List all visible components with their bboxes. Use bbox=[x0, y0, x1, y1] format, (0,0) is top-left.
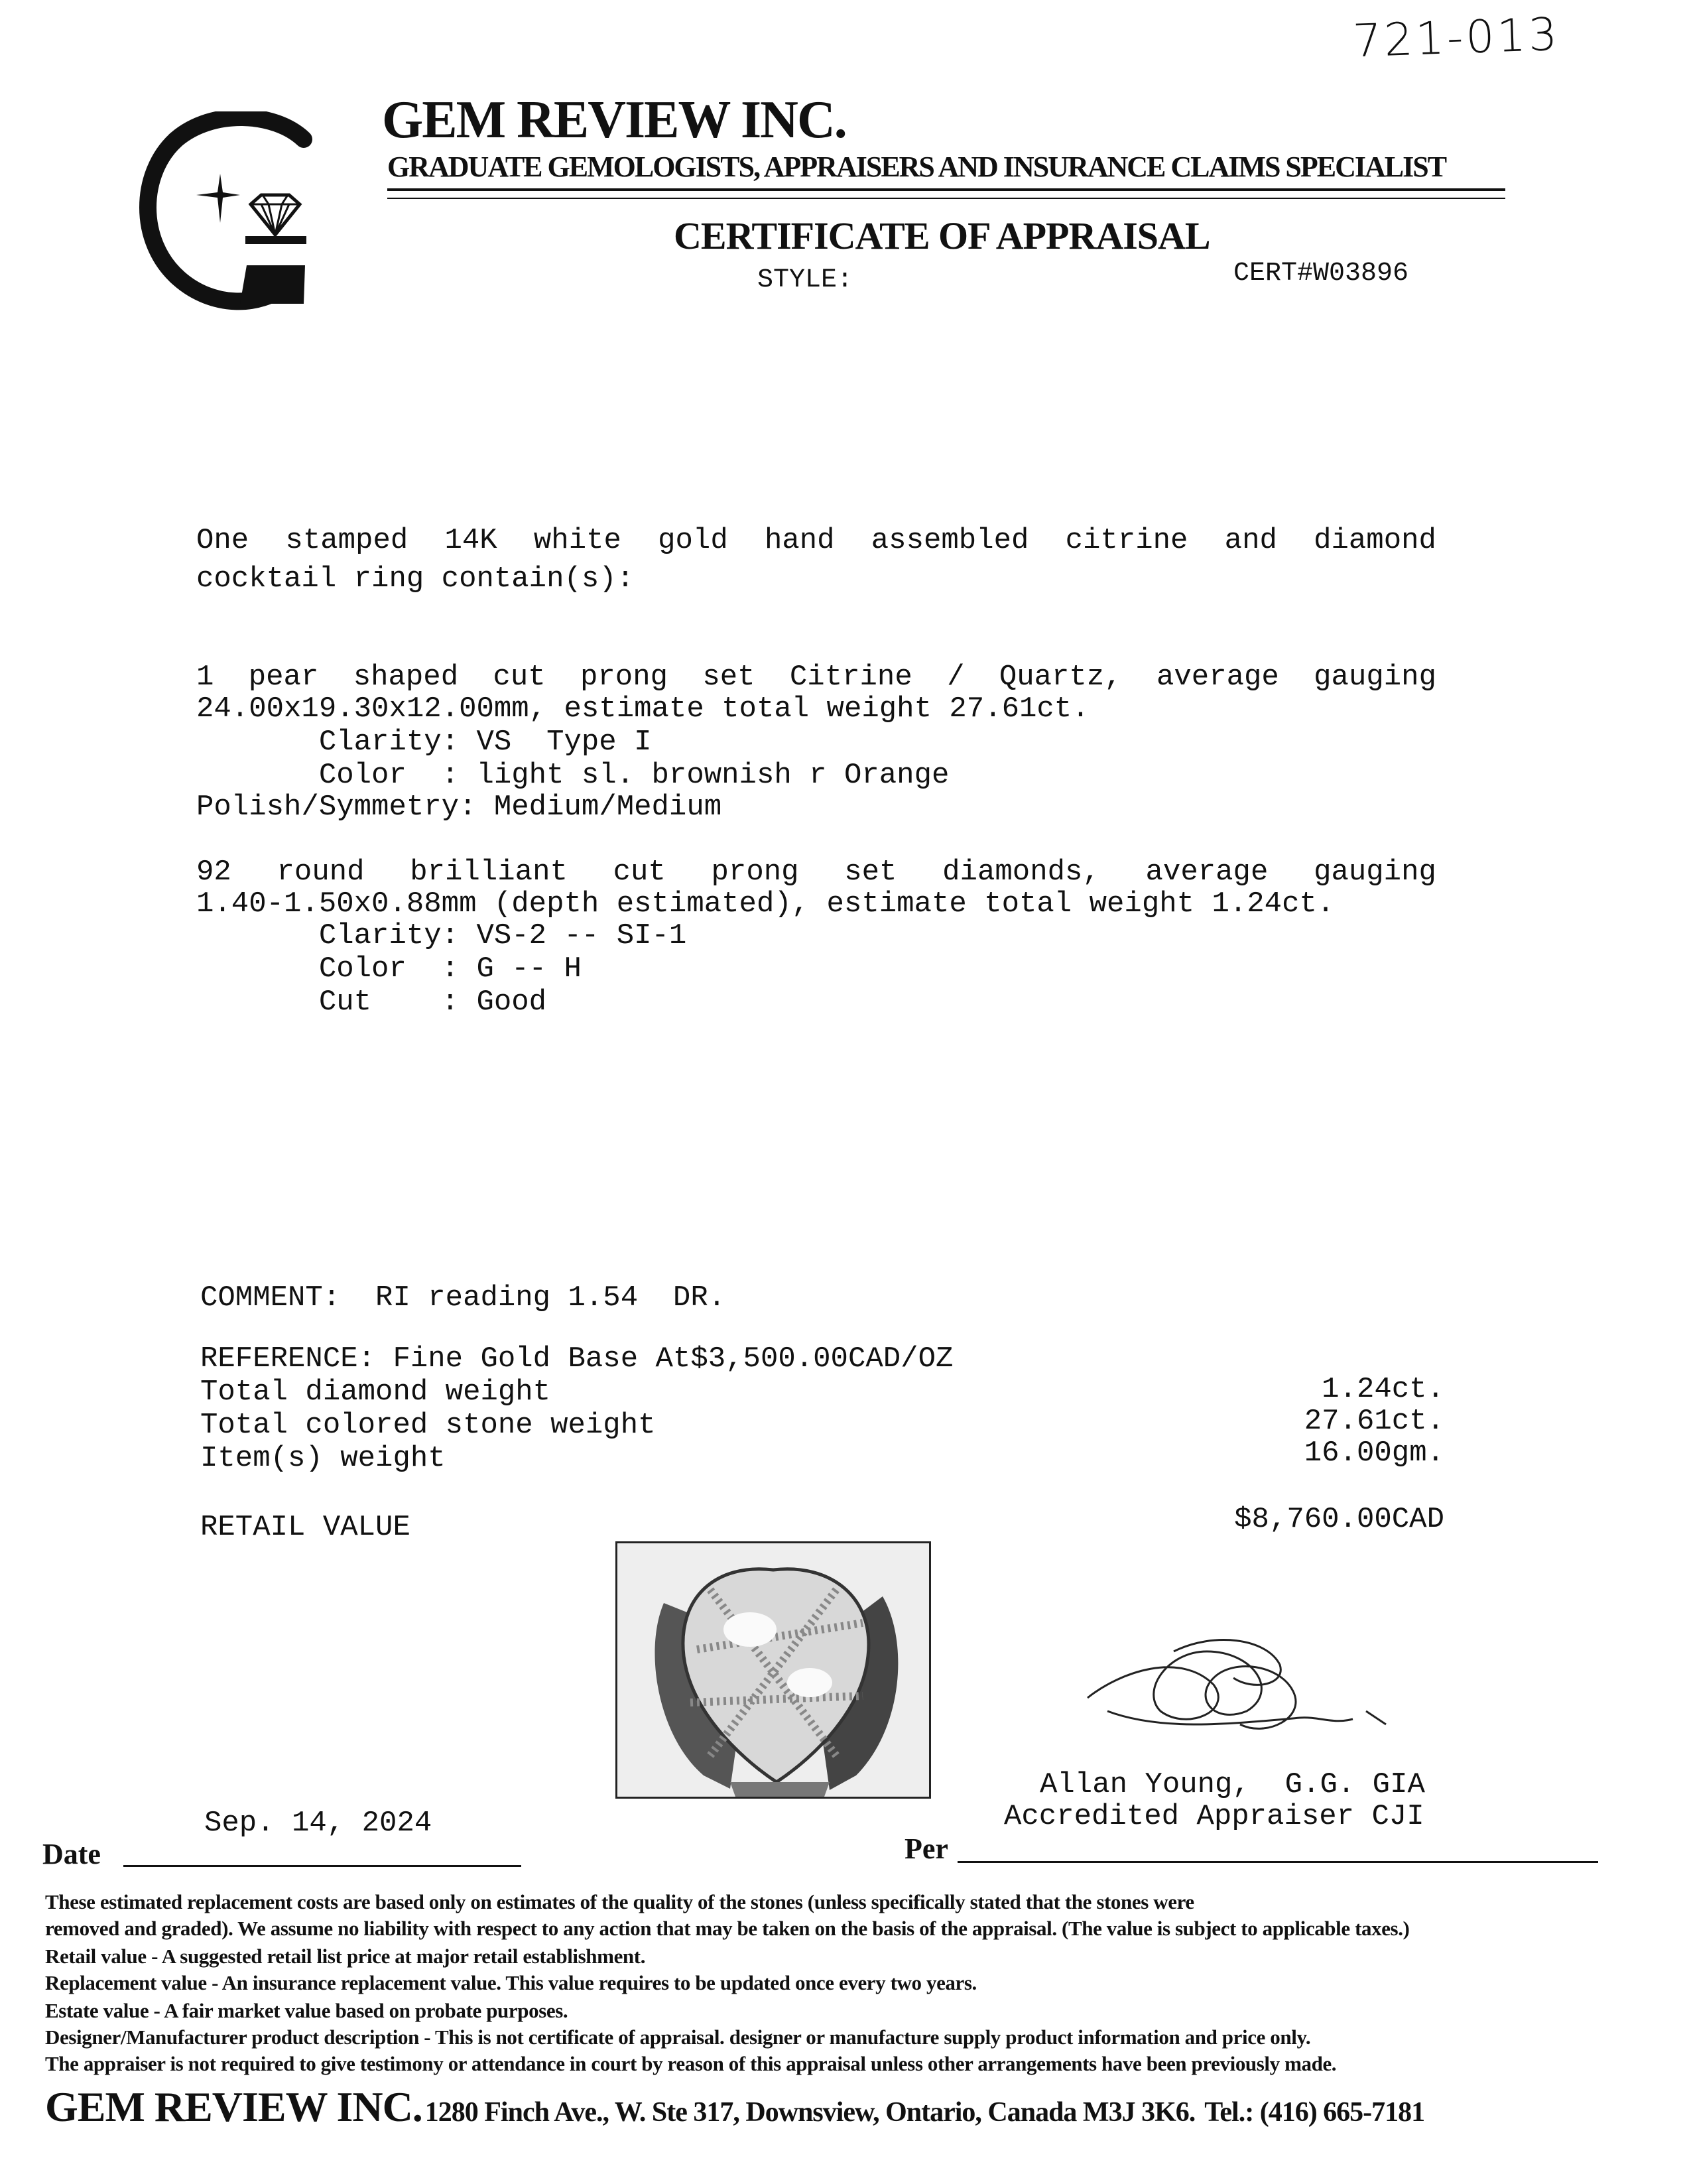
citrine-word: Citrine bbox=[789, 661, 912, 694]
citrine-clarity: Clarity: VS Type I bbox=[196, 726, 652, 759]
description-word: One bbox=[196, 524, 249, 557]
appraiser-signature bbox=[1081, 1625, 1412, 1758]
description-word: assembled bbox=[871, 524, 1029, 557]
citrine-color: Color : light sl. brownish r Orange bbox=[196, 759, 950, 792]
disclaimer-line: Estate value - A fair market value based on probate purposes. bbox=[45, 1999, 568, 2022]
diamonds-word: round bbox=[277, 856, 365, 889]
citrine-word: / bbox=[947, 661, 965, 694]
certificate-number: CERT#W03896 bbox=[1233, 259, 1409, 289]
diamonds-word: diamonds, bbox=[942, 856, 1100, 889]
disclaimer-line: The appraiser is not required to give testimony or attendance in court by reason of this appraisal unless other arrangements have been previously made. bbox=[45, 2052, 1337, 2075]
description-word: stamped bbox=[285, 524, 408, 557]
item-weight-value: 16.00gm. bbox=[1304, 1437, 1444, 1470]
appraiser-accreditation: Accredited Appraiser CJI bbox=[1004, 1800, 1424, 1833]
footer-company-name: GEM REVIEW INC. bbox=[45, 2083, 422, 2130]
citrine-word: average bbox=[1156, 661, 1279, 694]
disclaimer-line: removed and graded). We assume no liability with respect to any action that may be taken on the basis of the appraisal. (The value is subject to applicable taxes.) bbox=[45, 1917, 1410, 1940]
ring-photo-frame bbox=[615, 1541, 931, 1799]
total-colored-stone-weight-label: Total colored stone weight bbox=[200, 1409, 656, 1442]
description-word: white bbox=[533, 524, 621, 557]
citrine-word: prong bbox=[580, 661, 668, 694]
reference-line: REFERENCE: Fine Gold Base At$3,500.00CAD/OZ bbox=[200, 1342, 954, 1376]
citrine-word: gauging bbox=[1314, 661, 1436, 694]
disclaimer-line: Replacement value - An insurance replacement value. This value requires to be updated once every two years. bbox=[45, 1971, 977, 1994]
diamonds-clarity: Clarity: VS-2 -- SI-1 bbox=[196, 919, 687, 952]
retail-value-amount: $8,760.00CAD bbox=[1234, 1503, 1444, 1536]
date-label: Date bbox=[42, 1838, 101, 1870]
citrine-word: pear bbox=[248, 661, 319, 694]
diamonds-word: gauging bbox=[1314, 856, 1436, 889]
footer-address: 1280 Finch Ave., W. Ste 317, Downsview, Ontario, Canada M3J 3K6. bbox=[424, 2097, 1196, 2128]
diamonds-line-2: 1.40-1.50x0.88mm (depth estimated), estimate total weight 1.24ct. bbox=[196, 887, 1335, 921]
citrine-word: Quartz, bbox=[999, 661, 1122, 694]
diamonds-line-1 bbox=[196, 856, 1436, 889]
total-colored-stone-weight-value: 27.61ct. bbox=[1304, 1405, 1444, 1438]
diamonds-cut: Cut : Good bbox=[196, 986, 547, 1019]
appraiser-name: Allan Young, G.G. GIA bbox=[1040, 1768, 1425, 1801]
diamonds-word: brilliant bbox=[410, 856, 568, 889]
item-description-line-1 bbox=[196, 524, 1436, 557]
total-diamond-weight-label: Total diamond weight bbox=[200, 1376, 551, 1409]
ring-photo-image bbox=[617, 1543, 929, 1797]
footer-bar bbox=[45, 2083, 1424, 2132]
citrine-word: 1 bbox=[196, 661, 214, 694]
citrine-word: set bbox=[702, 661, 755, 694]
comment-line: COMMENT: RI reading 1.54 DR. bbox=[200, 1281, 726, 1315]
style-label: STYLE: bbox=[757, 265, 853, 295]
gem-review-logo-icon bbox=[133, 111, 338, 310]
per-line bbox=[958, 1861, 1598, 1863]
retail-value-label: RETAIL VALUE bbox=[200, 1511, 410, 1544]
description-word: 14K bbox=[444, 524, 497, 557]
citrine-polish-symmetry: Polish/Symmetry: Medium/Medium bbox=[196, 791, 722, 824]
disclaimer-line: Designer/Manufacturer product description - This is not certificate of appraisal. designer or manufacture supply product information and price only. bbox=[45, 2025, 1311, 2049]
diamonds-color: Color : G -- H bbox=[196, 952, 582, 986]
description-word: citrine bbox=[1065, 524, 1188, 557]
disclaimer-line: Retail value - A suggested retail list price at major retail establishment. bbox=[45, 1945, 646, 1968]
item-weight-label: Item(s) weight bbox=[200, 1442, 446, 1475]
diamonds-word: 92 bbox=[196, 856, 231, 889]
header-rule-bottom bbox=[387, 198, 1505, 199]
diamonds-word: prong bbox=[711, 856, 799, 889]
certificate-title: CERTIFICATE OF APPRAISAL bbox=[674, 214, 1210, 257]
item-description-line-2: cocktail ring contain(s): bbox=[196, 562, 635, 596]
per-label: Per bbox=[905, 1832, 948, 1865]
disclaimer-line: These estimated replacement costs are based only on estimates of the quality of the stones (unless specifically stated that the stones were bbox=[45, 1890, 1194, 1913]
footer-phone: Tel.: (416) 665-7181 bbox=[1204, 2097, 1425, 2128]
header-rule-top bbox=[387, 188, 1505, 191]
date-line bbox=[123, 1865, 521, 1867]
company-name: GEM REVIEW INC. bbox=[382, 91, 846, 149]
diamonds-word: cut bbox=[613, 856, 666, 889]
description-word: diamond bbox=[1314, 524, 1436, 557]
description-word: gold bbox=[658, 524, 728, 557]
citrine-line-1 bbox=[196, 661, 1436, 694]
appraisal-date: Sep. 14, 2024 bbox=[204, 1807, 432, 1840]
citrine-word: cut bbox=[493, 661, 546, 694]
diamonds-word: average bbox=[1145, 856, 1269, 889]
description-word: hand bbox=[764, 524, 835, 557]
company-tagline: GRADUATE GEMOLOGISTS, APPRAISERS AND INSURANCE CLAIMS SPECIALIST bbox=[387, 151, 1446, 183]
total-diamond-weight-value: 1.24ct. bbox=[1322, 1373, 1444, 1406]
description-word: and bbox=[1224, 524, 1277, 557]
citrine-line-2: 24.00x19.30x12.00mm, estimate total weight 27.61ct. bbox=[196, 692, 1090, 726]
diamonds-word: set bbox=[844, 856, 897, 889]
handwritten-reference-note: 721-013 bbox=[1351, 8, 1561, 68]
citrine-word: shaped bbox=[353, 661, 459, 694]
